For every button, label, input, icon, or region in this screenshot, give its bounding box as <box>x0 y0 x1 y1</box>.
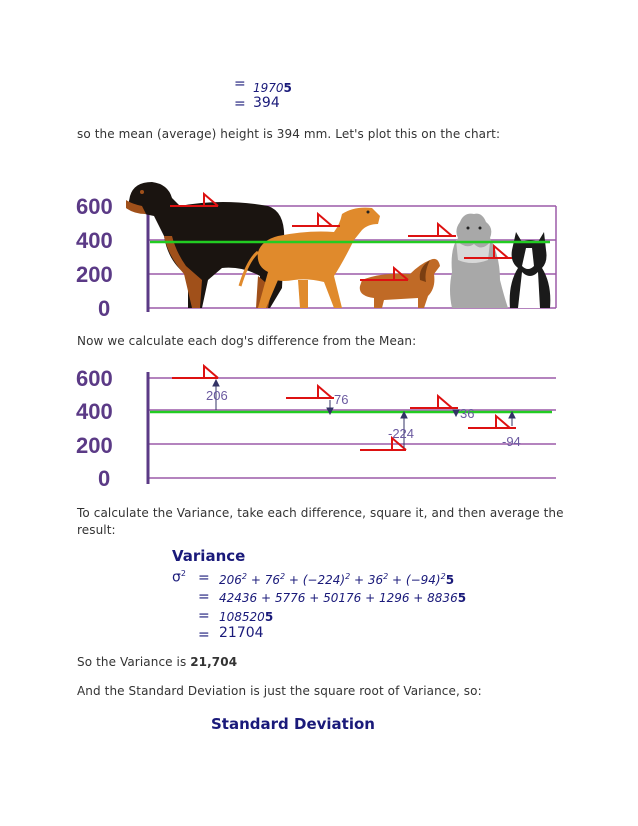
y-tick-400: 400 <box>76 399 113 424</box>
y-tick-600: 600 <box>76 194 113 219</box>
sd-heading: Standard Deviation <box>211 715 375 733</box>
mean-result: 394 <box>253 95 280 111</box>
y-tick-0: 0 <box>98 466 111 491</box>
equals-sign: = <box>198 570 210 586</box>
equals-sign: = <box>198 608 210 624</box>
equals-sign: = <box>234 96 246 112</box>
rottweiler-image <box>126 182 284 308</box>
diff-sentence: Now we calculate each dog's difference from the Mean: <box>77 334 417 348</box>
variance-line-3: 1085205 <box>219 610 274 624</box>
sigma-exponent: 2 <box>180 569 186 578</box>
variance-line-1: $206^2 + 76^2 + (-224)^2 + 36^2 + (-94)^25$ <box>219 572 455 587</box>
equals-sign: = <box>234 76 246 92</box>
sigma-squared <box>172 569 186 586</box>
mean-sum-fraction <box>253 77 292 96</box>
mean-sum: 1970 <box>253 81 284 95</box>
mean-divisor: 5 <box>283 81 292 95</box>
y-tick-400: 400 <box>76 228 113 253</box>
diff-label-2: 76 <box>334 392 349 407</box>
diff-label-4: 36 <box>460 406 475 421</box>
variance-line-4: 21704 <box>219 625 264 641</box>
schnauzer-image <box>450 214 508 308</box>
y-tick-200: 200 <box>76 262 113 287</box>
variance-line-2: 42436 + 5776 + 50176 + 1296 + 88365 <box>219 591 467 605</box>
variance-instruction: To calculate the Variance, take each difference, square it, and then average the result: <box>77 506 564 537</box>
variance-result-value: 21,704 <box>190 655 238 669</box>
equals-sign: = <box>198 627 210 643</box>
variance-heading: Variance <box>172 547 246 565</box>
sigma-symbol: σ <box>172 569 181 586</box>
variance-result: So the Variance is 21,704 <box>77 655 238 669</box>
equals-sign: = <box>198 589 210 605</box>
y-tick-200: 200 <box>76 433 113 458</box>
y-tick-600: 600 <box>76 366 113 391</box>
diff-label-1: 206 <box>206 388 228 403</box>
difference-chart <box>72 364 562 492</box>
diff-label-5: -94 <box>502 434 521 449</box>
diff-label-3: -224 <box>388 426 415 441</box>
sd-sentence: And the Standard Deviation is just the square root of Variance, so: <box>77 684 482 698</box>
dog-height-chart <box>72 176 562 320</box>
boston-terrier-image <box>510 232 551 308</box>
mean-sentence: so the mean (average) height is 394 mm. Let's plot this on the chart: <box>77 127 501 141</box>
dachshund-image <box>360 259 440 308</box>
y-tick-0: 0 <box>98 296 111 320</box>
